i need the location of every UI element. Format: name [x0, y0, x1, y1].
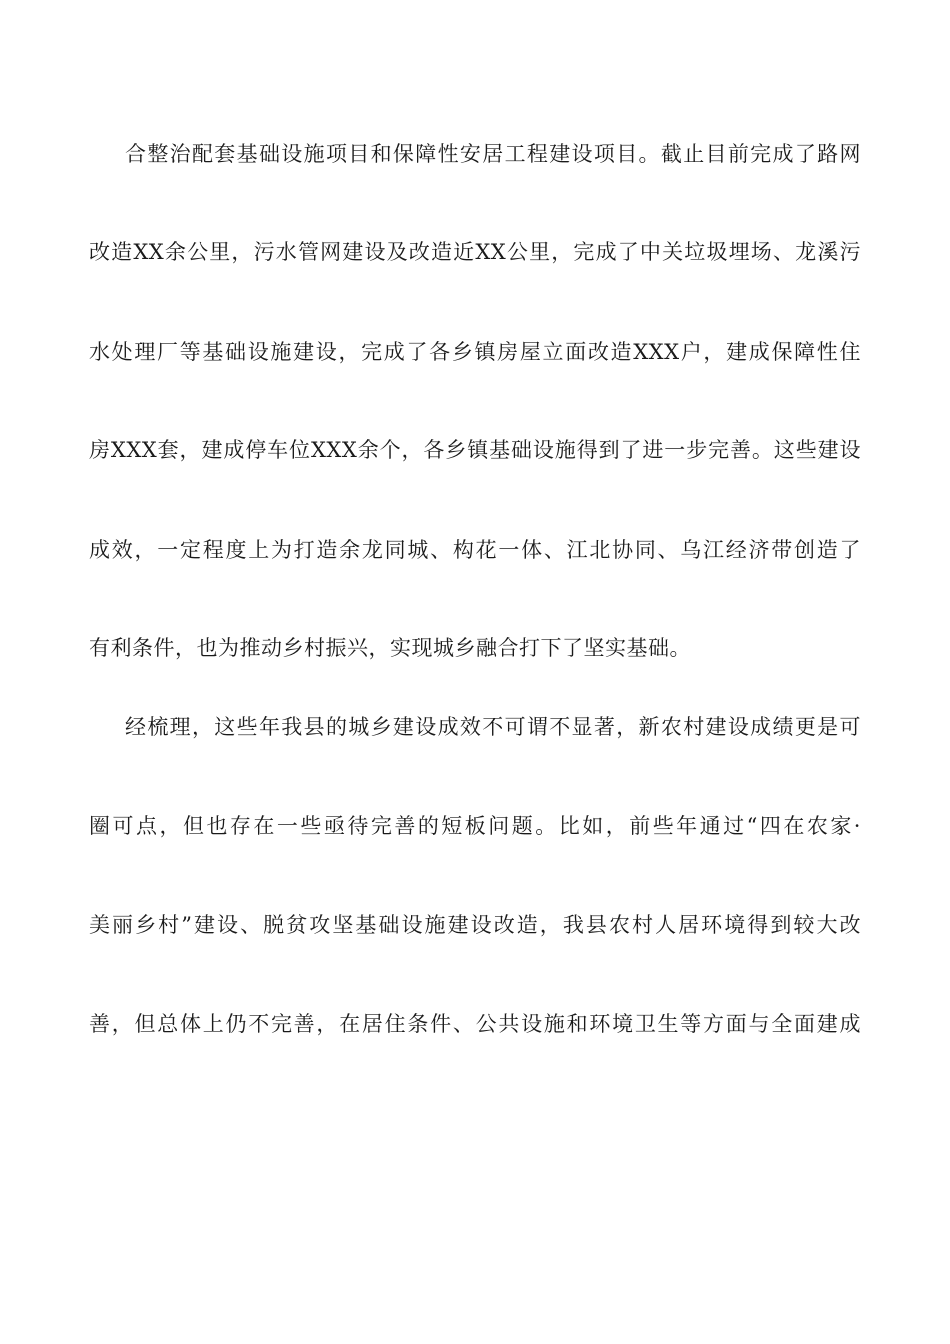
- paragraph-1-line-3: 水处理厂等基础设施建设，完成了各乡镇房屋立面改造XXX户，建成保障性住: [89, 340, 861, 364]
- paragraph-2-line-1: 经梳理，这些年我县的城乡建设成效不可谓不显著，新农村建设成绩更是可: [125, 715, 861, 739]
- paragraph-1-line-6: 有利条件，也为推动乡村振兴，实现城乡融合打下了坚实基础。: [89, 636, 691, 660]
- paragraph-1-line-1: 合整治配套基础设施项目和保障性安居工程建设项目。截止目前完成了路网: [125, 142, 861, 166]
- paragraph-2-line-3: 美丽乡村”建设、脱贫攻坚基础设施建设改造，我县农村人居环境得到较大改: [89, 913, 861, 937]
- paragraph-1-line-5: 成效，一定程度上为打造余龙同城、构花一体、江北协同、乌江经济带创造了: [89, 538, 861, 562]
- paragraph-1-line-4: 房XXX套，建成停车位XXX余个，各乡镇基础设施得到了进一步完善。这些建设: [89, 438, 861, 462]
- paragraph-1-line-2: 改造XX余公里，污水管网建设及改造近XX公里，完成了中关垃圾埋场、龙溪污: [89, 240, 861, 264]
- paragraph-2-line-2: 圈可点，但也存在一些亟待完善的短板问题。比如，前些年通过“四在农家·: [89, 814, 861, 838]
- paragraph-2-line-4: 善，但总体上仍不完善，在居住条件、公共设施和环境卫生等方面与全面建成: [89, 1012, 861, 1036]
